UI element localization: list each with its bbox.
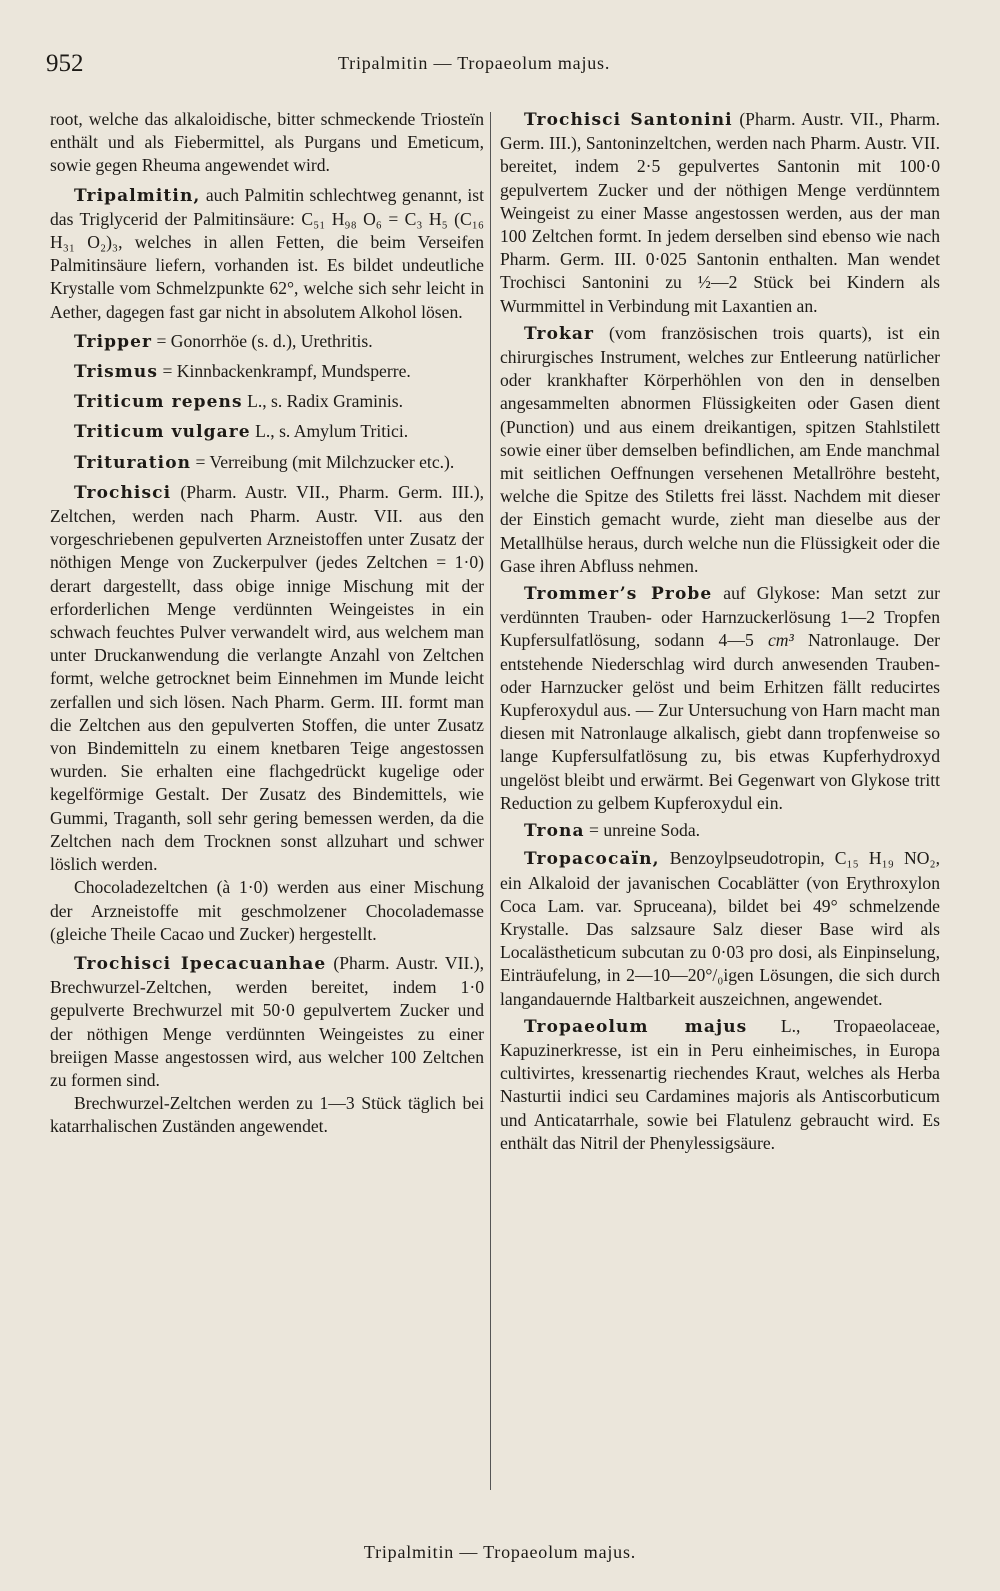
entry-text: auf Glykose: Man setzt zur verdünnten Trauben- oder Harnzuckerlösung 1—2 Tropfen Kupfersulfatlösung, sodann 4—5 (500, 583, 941, 651)
unit-cm3: cm³ (768, 630, 794, 651)
entry-trochisci-santonini (500, 108, 940, 318)
page-footer: Tripalmitin — Tropaeolum majus. (363, 1542, 637, 1562)
entry-headword: Triticum vulgare (74, 422, 251, 443)
entry-headword: Tripalmitin, (74, 185, 201, 206)
entry-headword: Trochisci (74, 482, 172, 503)
entry-text: = Gonorrhöe (s. d.), Urethritis. (156, 330, 373, 351)
entry-text: (Pharm. Austr. VII., Pharm. Germ. III.), Santoninzeltchen, werden nach Pharm. Austr. VII. bereitet, indem 2·5 gepulvertes Santonin mit 100·0 gepulvertem Zucker und der nöthigen Menge verdünntem Weingeist zu einer Masse angestossen werden, aus der man 100 Zeltchen formt. In jedem derselben sind ebenso wie nach Pharm. Germ. III. 0·025 Santonin enthalten. Man wendet Trochisci Santonini zu ½—2 Stück bei Kindern als Wurmmittel in Verbindung mit Laxantien an. (500, 109, 940, 316)
entry-continuation: root, welche das alkaloidische, bitter schmeckende Triosteïn enthält und als Fiebermittel, als Purgans und Emeticum, sowie gegen Rheuma angewendet wird. (50, 109, 484, 176)
entry-text: L., s. Amylum Tritici. (255, 421, 409, 442)
entry-text: = Verreibung (mit Milchzucker etc.). (195, 451, 455, 472)
entry-tripalmitin (50, 184, 484, 324)
entry-text: L., s. Radix Graminis. (247, 391, 403, 412)
entry-text: Benzoylpseudotropin, C₁₅ H₁₉ NO₂, ein Alkaloid der javanischen Cocablätter (von Erythroxylon Coca Lam. var. Spruceana), bildet bei 49° schmelzende Krystalle. Das salzsaure Salz dieser Base wird als Localästheticum subcutan zu 0·03 pro dosi, als Einpinselung, Einträufelung, in 2—10—20°/₀igen Lösungen, die sich durch langandauernde Haltbarkeit auszeichnen, angewendet. (500, 848, 940, 1009)
entry-triticum-repens (50, 390, 484, 414)
entry-paragraph-brechwurzel: Brechwurzel-Zeltchen werden zu 1—3 Stück täglich bei katarrhalischen Zuständen angewendet. (50, 1093, 484, 1137)
column-rule (490, 112, 491, 1490)
entry-headword: Trona (524, 821, 585, 842)
entry-headword: Tripper (74, 331, 153, 352)
entry-headword: Tropaeolum majus (524, 1016, 748, 1037)
entry-trismus (50, 360, 484, 384)
entry-trommers-probe (500, 582, 940, 815)
right-column (500, 108, 940, 1155)
entry-text: (vom französischen trois quarts), ist ein chirurgisches Instrument, welches zur Entleerung natürlicher oder krankhafter Körperhöhlen von den in denselben angesammelten abnormen Flüssigkeiten oder Gasen dient (Punction) und aus einem dreikantigen, spitzen Stahlstilett sowie einer über demselben befindlichen, am Ende manchmal mit seitlichen Oeffnungen versehenen Metallröhre besteht, welche die Spitze des Stiletts frei lässt. Nachdem mit dieser der Einstich gemacht wurde, zieht man dieselbe aus der Metallhülse heraus, durch welche nun die Flüssigkeit oder die Gase ihren Abfluss nehmen. (500, 322, 940, 576)
entry-trituration (50, 451, 484, 475)
entry-text: (Pharm. Austr. VII., Pharm. Germ. III.), Zeltchen, werden nach Pharm. Austr. VII. aus den vorgeschriebenen gepulverten Arzneistoffen unter Zusatz der nöthigen Menge von Zuckerpulver (jedes Zeltchen = 1·0) derart dargestellt, dass obige innige Mischung mit der erforderlichen Menge verdünnten Weingeistes in ein schwach feuchtes Pulver verwandelt wird, aus welchem man unter Druckanwendung die verlangte Anzahl von Zeltchen formt, welche getrocknet beim Einnehmen im Munde leicht zerfallen und sich lösen. Nach Pharm. Germ. III. formt man die Zeltchen aus den gepulverten Stoffen, die unter Zusatz von Bindemitteln zu einem knetbaren Teige angestossen wurden. Sie erhalten eine flachgedrückt kugelige oder kegelförmige Gestalt. Der Zusatz des Bindemittels, wie Gummi, Traganth, soll sehr gering bemessen werden, da die Zeltchen nach dem Trocknen sonst allzuhart und schwer löslich werden. (50, 481, 484, 875)
entry-headword: Trismus (74, 362, 159, 383)
entry-triticum-vulgare (50, 420, 484, 444)
entry-text: = Kinnbackenkrampf, Mundsperre. (162, 361, 411, 382)
entry-trokar (500, 322, 940, 578)
entry-headword: Trochisci Santonini (524, 110, 733, 130)
entry-paragraph-chocolade: Chocoladezeltchen (à 1·0) werden aus einer Mischung der Arzneistoffe mit geschmolzener Chocolademasse (gleiche Theile Cacao und Zucker) hergestellt. (50, 877, 484, 944)
entry-headword: Trochisci Ipecacuanhae (74, 953, 327, 974)
entry-headword: Tropacocaïn, (524, 849, 660, 870)
entry-trochisci-ipecacuanhae (50, 952, 484, 1092)
page-number: 952 (46, 50, 84, 77)
entry-headword: Trituration (74, 452, 192, 473)
left-column (50, 108, 484, 1139)
entry-headword: Trokar (524, 323, 595, 344)
entry-headword: Triticum repens (74, 392, 243, 413)
entry-tripper (50, 330, 484, 354)
entry-text: auch Palmitin schlechtweg genannt, ist das Triglycerid der Palmitinsäure: C₅₁ H₉₈ O₆ = C₃ H₅ (C₁₆ H₃₁ O₂)₃, welches in allen Fetten, die beim Verseifen Palmitinsäure liefern, vorhanden ist. Es bildet undeutliche Krystalle vom Schmelzpunkte 62°, welche sich sehr leicht in Aether, dagegen fast gar nicht in absolutem Alkohol lösen. (50, 184, 485, 322)
entry-trochisci (50, 481, 484, 876)
entry-text: L., Tropaeolaceae, Kapuzinerkresse, ist ein in Peru einheimisches, in Europa cultivirtes, kressenartig riechendes Kraut, welches als Herba Nasturtii indici seu Cardamines majoris als Antiscorbuticum und Anticatarrhale, sowie bei Flatulenz gebraucht wird. Es enthält das Nitril der Phenylessigsäure. (500, 1015, 940, 1153)
entry-text: (Pharm. Austr. VII.), Brechwurzel-Zeltchen, werden bereitet, indem 1·0 gepulverte Brechwurzel mit 50·0 gepulvertem Zucker und der nöthigen Menge verdünnten Weingeistes zu einer breiigen Masse angestossen wird, aus welcher 100 Zeltchen zu formen sind. (50, 952, 484, 1090)
entry-text: Natronlauge. Der entstehende Niederschlag wird durch anwesenden Trauben- oder Harnzucker gelöst und beim Erhitzen fällt reducirtes Kupferoxydul aus. — Zur Untersuchung von Harn macht man diesen mit Natronlauge alkalisch, giebt dann tropfenweise so lange Kupfersulfatlösung zu, bis etwas Kupferhydroxyd ungelöst bleibt und erwärmt. Bei Gegenwart von Glykose tritt Reduction zu gelbem Kupferoxydul ein. (500, 630, 941, 813)
entry-headword: Trommer’s Probe (524, 584, 713, 605)
page-header (0, 50, 1000, 90)
entry-text: = unreine Soda. (589, 820, 701, 841)
entry-tropacocain (500, 847, 940, 1010)
entry-trona (500, 819, 940, 843)
entry-tropaeolum-majus (500, 1015, 940, 1155)
running-title: Tripalmitin — Tropaeolum majus. (338, 53, 611, 73)
